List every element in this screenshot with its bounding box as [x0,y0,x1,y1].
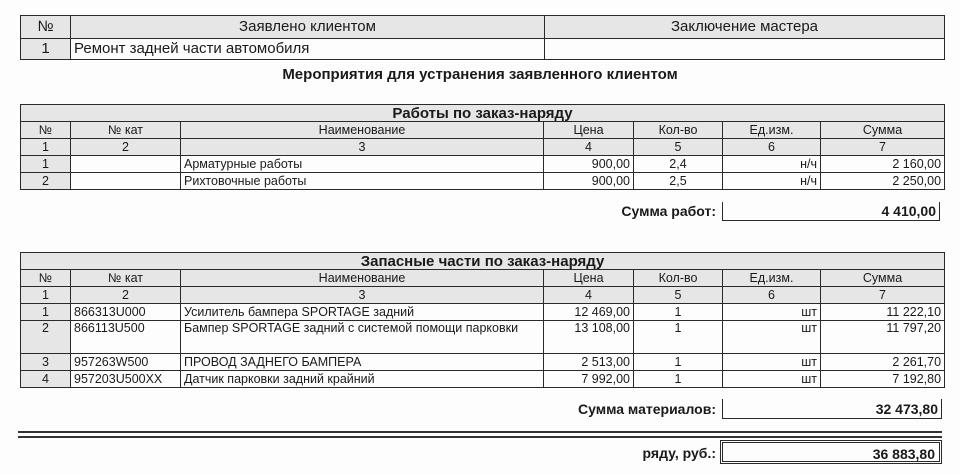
grand-total-value: 36 883,80 [720,440,942,464]
works-total-value: 4 410,00 [722,202,940,221]
table-row [21,304,945,321]
col-number: 5 [634,287,723,304]
parts-col-numbers [21,287,945,304]
cell-name: Датчик парковки задний крайний [181,371,544,388]
cell-cat [71,156,181,173]
cell-qty: 2,5 [634,173,723,190]
cell-declared: Ремонт задней части автомобиля [71,39,545,60]
cell-qty: 1 [634,354,723,371]
col-number: 1 [21,287,71,304]
cell-cat: 866113U500 [71,321,181,354]
header-price: Цена [544,122,634,139]
works-col-numbers [21,139,945,156]
header-conclusion: Заключение мастера [545,16,945,39]
cell-num: 1 [21,156,71,173]
parts-header [21,270,945,287]
col-number: 7 [821,287,945,304]
cell-num: 1 [21,304,71,321]
header-qty: Кол-во [634,270,723,287]
cell-name: Арматурные работы [181,156,544,173]
cell-unit: н/ч [723,156,821,173]
col-number: 5 [634,139,723,156]
cell-unit: шт [723,321,821,354]
header-name: Наименование [181,270,544,287]
cell-price: 900,00 [544,156,634,173]
cell-price: 13 108,00 [544,321,634,354]
cell-unit: н/ч [723,173,821,190]
header-sum: Сумма [821,270,945,287]
cell-num: 4 [21,371,71,388]
parts-title: Запасные части по заказ-наряду [21,253,945,270]
cell-qty: 1 [634,371,723,388]
col-number: 7 [821,139,945,156]
header-unit: Ед.изм. [723,122,821,139]
cell-name: Бампер SPORTAGE задний с системой помощи парковки [181,321,544,354]
cell-cat: 957203U500XX [71,371,181,388]
header-cat: № кат [71,122,181,139]
cell-unit: шт [723,371,821,388]
col-number: 2 [71,287,181,304]
parts-total-label: Сумма материалов: [578,401,716,417]
header-declared: Заявлено клиентом [71,16,545,39]
table-row [21,173,945,190]
works-total-label: Сумма работ: [621,203,716,219]
cell-cat [71,173,181,190]
col-number: 4 [544,139,634,156]
header-name: Наименование [181,122,544,139]
col-number: 3 [181,139,544,156]
grand-total-label: ряду, руб.: [642,445,716,461]
cell-unit: шт [723,354,821,371]
cell-sum: 2 160,00 [821,156,945,173]
table-row [21,354,945,371]
header-qty: Кол-во [634,122,723,139]
cell-sum: 7 192,80 [821,371,945,388]
col-number: 1 [21,139,71,156]
parts-total-value: 32 473,80 [722,399,942,419]
client-request-table [20,15,945,60]
cell-name: Рихтовочные работы [181,173,544,190]
cell-price: 900,00 [544,173,634,190]
cell-conclusion [545,39,945,60]
header-price: Цена [544,270,634,287]
works-header [21,122,945,139]
col-number: 6 [723,287,821,304]
cell-name: Усилитель бампера SPORTAGE задний [181,304,544,321]
cell-sum: 11 222,10 [821,304,945,321]
header-num: № [21,122,71,139]
works-title: Работы по заказ-наряду [21,105,945,122]
table-row [21,321,945,354]
double-divider [18,431,942,438]
works-title-row [21,105,945,122]
measures-title: Мероприятия для устранения заявленного клиентом [282,66,678,83]
header-unit: Ед.изм. [723,270,821,287]
table-row [21,156,945,173]
col-number: 6 [723,139,821,156]
header-num: № [21,270,71,287]
cell-cat: 866313U000 [71,304,181,321]
cell-qty: 2,4 [634,156,723,173]
header-cat: № кат [71,270,181,287]
works-table [20,104,945,190]
cell-sum: 2 250,00 [821,173,945,190]
parts-table [20,252,945,388]
cell-num: 3 [21,354,71,371]
cell-cat: 957263W500 [71,354,181,371]
header-sum: Сумма [821,122,945,139]
cell-unit: шт [723,304,821,321]
cell-qty: 1 [634,304,723,321]
table-row [21,371,945,388]
cell-sum: 11 797,20 [821,321,945,354]
table-row [21,39,945,60]
cell-price: 2 513,00 [544,354,634,371]
cell-name: ПРОВОД ЗАДНЕГО БАМПЕРА [181,354,544,371]
col-number: 3 [181,287,544,304]
col-number: 4 [544,287,634,304]
col-number: 2 [71,139,181,156]
cell-num: 1 [21,39,71,60]
cell-num: 2 [21,173,71,190]
cell-qty: 1 [634,321,723,354]
cell-sum: 2 261,70 [821,354,945,371]
client-table-header [21,16,945,39]
cell-price: 7 992,00 [544,371,634,388]
cell-num: 2 [21,321,71,354]
header-num: № [21,16,71,39]
parts-title-row [21,253,945,270]
cell-price: 12 469,00 [544,304,634,321]
